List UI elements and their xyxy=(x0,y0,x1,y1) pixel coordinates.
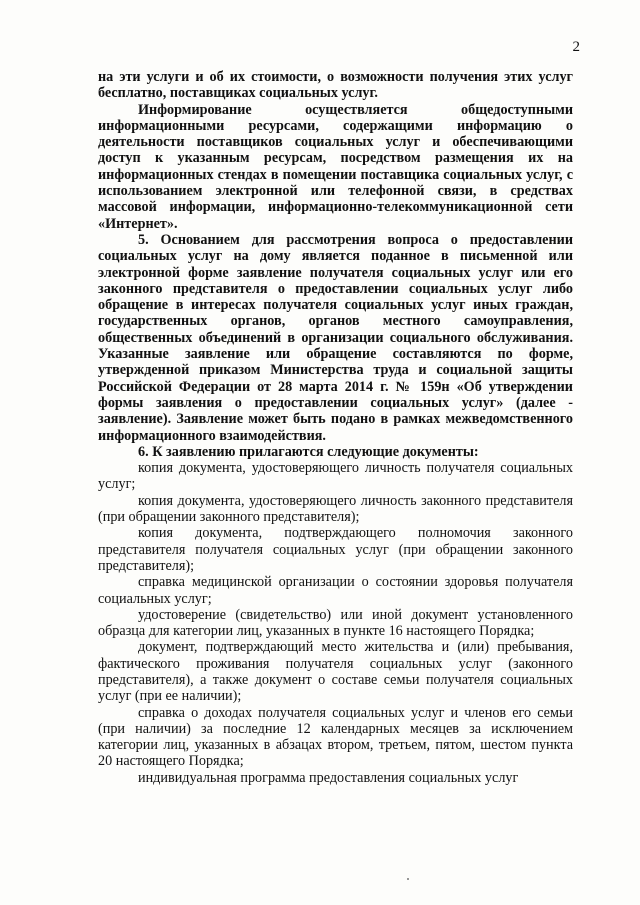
list-item-medical-certificate: справка медицинской организации о состоянии здоровья получателя социальных услуг; xyxy=(98,574,573,607)
paragraph-clause-6-documents: 6. К заявлению прилагаются следующие документы: xyxy=(138,443,479,460)
list-item-category-certificate: удостоверение (свидетельство) или иной документ установленного образца для категории лиц, указанных в пункте 16 настоящего Порядка; xyxy=(98,606,573,640)
document-body xyxy=(98,69,573,786)
list-item-residence-document: документ, подтверждающий место жительства и (или) пребывания, фактического проживания получателя социальных услуг (законного представителя), а также документ о составе семьи получателя социальных услуг (при ее наличии); xyxy=(98,639,573,705)
list-item-representative-identity-copy: копия документа, удостоверяющего личность законного представителя (при обращении законного представителя); xyxy=(98,492,573,526)
list-item-income-certificate: справка о доходах получателя социальных услуг и членов его семьи (при наличии) за последние 12 календарных месяцев за исключением категории лиц, указанных в абзацах втором, третьем, пятом, шестом пункта 20 настоящего Порядка; xyxy=(98,704,573,770)
list-item-representative-authority-copy: копия документа, подтверждающего полномочия законного представителя получателя социальных услуг (при обращении законного представителя); xyxy=(98,525,573,574)
page-number: 2 xyxy=(572,39,580,55)
list-item-individual-program: индивидуальная программа предоставления социальных услуг xyxy=(138,769,519,786)
paragraph-clause-5-grounds: 5. Основанием для рассмотрения вопроса о предоставлении социальных услуг на дому является поданное в письменной или электронной форме заявление получателя социальных услуг или его законного представителя о предоставлении социальных услуг либо обращение в интересах получателя социальных услуг иных граждан, государственных органов, органов местного самоуправления, общественных объединений в организации социального обслуживания. Указанные заявление или обращение составляются по форме, утвержденной приказом Министерства труда и социальной защиты Российской Федерации от 28 марта 2014 г. № 159н «Об утверждении формы заявления о предоставлении социальных услуг» (далее - заявление). Заявление может быть подано в рамках межведомственного информационного взаимодействия. xyxy=(98,231,573,444)
list-item-identity-copy: копия документа, удостоверяющего личность получателя социальных услуг; xyxy=(98,460,573,493)
scan-speck xyxy=(407,878,409,880)
paragraph-services-info-continuation: на эти услуги и об их стоимости, о возможности получения этих услуг бесплатно, поставщиках социальных услуг. xyxy=(98,69,573,102)
paragraph-informing: Информирование осуществляется общедоступными информационными ресурсами, содержащими информацию о деятельности поставщиков социальных услуг и обеспечивающими доступ к указанным ресурсам, посредством размещения их на информационных стендах в помещении поставщика социальных услуг, с использованием электронной или телефонной связи, в средствах массовой информации, информационно-телекоммуникационной сети «Интернет». xyxy=(98,101,573,232)
